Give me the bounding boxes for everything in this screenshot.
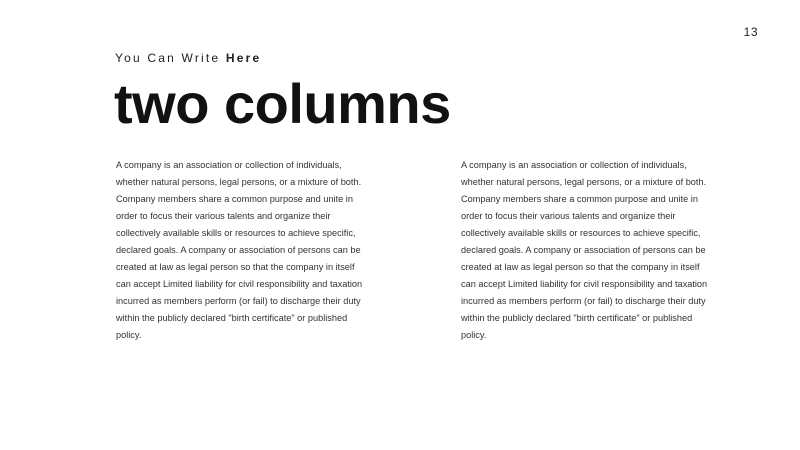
paragraph-line: order to focus their various talents and organize their (116, 211, 331, 221)
paragraph-line: can accept Limited liability for civil responsibility and taxation (461, 279, 708, 289)
left-column-text (116, 157, 416, 344)
paragraph-line: declared goals. A company or association of persons can be (461, 245, 706, 255)
paragraph-line: created at law as legal person so that the company in itself (461, 262, 700, 272)
right-column-text (461, 157, 761, 344)
paragraph-line: Company members share a common purpose and unite in (461, 194, 698, 204)
paragraph-line: incurred as members perform (or fail) to discharge their duty (116, 296, 361, 306)
slide-title: two columns (114, 72, 451, 135)
paragraph-line: collectively available skills or resources to achieve specific, (116, 228, 356, 238)
paragraph-line: policy. (116, 330, 142, 340)
paragraph-line: whether natural persons, legal persons, or a mixture of both. (461, 177, 707, 187)
subtitle (115, 51, 261, 65)
paragraph-line: within the publicly declared "birth certificate" or published (116, 313, 348, 323)
paragraph-line: created at law as legal person so that the company in itself (116, 262, 355, 272)
paragraph-line: A company is an association or collection of individuals, (461, 160, 687, 170)
page-number: 13 (743, 25, 758, 39)
paragraph-line: declared goals. A company or association of persons can be (116, 245, 361, 255)
paragraph-line: A company is an association or collection of individuals, (116, 160, 342, 170)
subtitle-bold: Here (225, 51, 262, 65)
paragraph-line: Company members share a common purpose and unite in (116, 194, 353, 204)
paragraph-line: policy. (461, 330, 487, 340)
paragraph-line: within the publicly declared "birth certificate" or published (461, 313, 693, 323)
paragraph-line: order to focus their various talents and organize their (461, 211, 676, 221)
subtitle-regular: You Can Write (115, 51, 226, 65)
paragraph-line: whether natural persons, legal persons, or a mixture of both. (116, 177, 362, 187)
paragraph-line: can accept Limited liability for civil responsibility and taxation (116, 279, 363, 289)
paragraph-line: collectively available skills or resources to achieve specific, (461, 228, 701, 238)
paragraph-line: incurred as members perform (or fail) to discharge their duty (461, 296, 706, 306)
